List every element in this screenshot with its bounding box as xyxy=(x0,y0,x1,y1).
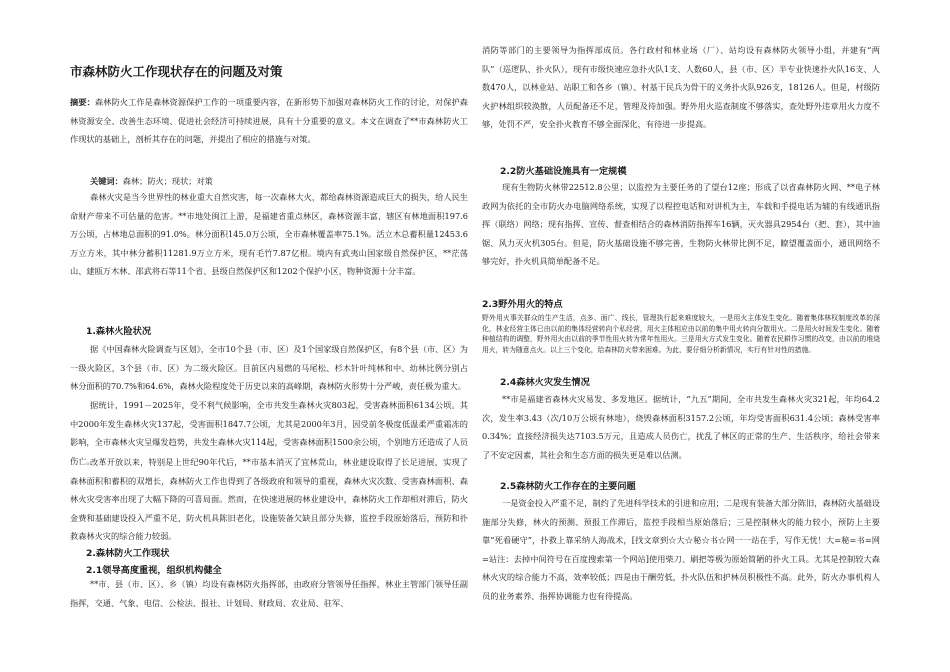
section-2-heading: 2.森林防火工作现状 xyxy=(86,548,170,559)
abstract-label: 摘要： xyxy=(70,97,95,107)
section-2-4-paragraph: **市是福建省森林火灾易发、多发地区。据统计，“九五”期间，全市共发生森林火灾321起，年均64.2次，发生率3.43（次/10万公顷有林地），烧毁森林面积3157.2公顷，年均受害面积631.4公顷；森林受害率0.34%；直接经济损失达7103.5万元，且造成人员伤亡，扰乱了林区的正常的生产、生活秩序，给社会带来了不安定因素，其社会和生态方面的损失更是难以估测。 xyxy=(482,394,880,460)
section-2-2-paragraph: 现有生物防火林带22512.8公里；以监控为主要任务的了望台12座；形成了以省森林防火网、**电子林政网为依托的全市防火办电脑网络系统，实现了以程控电话和对讲机为主，车载和手提电话为辅的有线通讯指挥（联络）网络；现有指挥、宣传、督查相结合的森林消防指挥车16辆，灭火器具2954台（把、套），其中油锯、风力灭火机305台。但是，防火基础设施不够完善，生物防火林带比例不足，瞭望覆盖面小，通讯网络不够完好，扑火机具简单配备不足。 xyxy=(482,182,880,267)
document-title: 市森林防火工作现状存在的问题及对策 xyxy=(70,64,283,79)
section-2-2-heading: 2.2防火基础设施具有一定规模 xyxy=(500,166,627,177)
section-2-1-paragraph-continued: 消防等部门的主要领导为指挥部成员。各行政村和林业场（厂）、站均设有森林防火领导小组，并建有“两队”（巡逻队、扑火队），现有市级快速应急扑火队1支、人数60人，县（市、区）半专业快速扑火队16支、人数470人，以林业站、站职工和各乡（镇）、村基干民兵为骨干的义务扑火队926支，18126人。但是，村级防火护林组织较涣散，人员配备还不足，管理及待加强。野外用火巡查制度不够落实，查处野外违章用火力度不够，处罚不严，安全扑火教育不够全面深化，有待进一步提高。 xyxy=(482,45,880,130)
keywords-text: 森林；防火；现状；对策 xyxy=(122,176,213,186)
section-2-3-heading: 2.3野外用火的特点 xyxy=(482,299,563,310)
abstract-text: 森林防火工作是森林资源保护工作的一项重要内容，在新形势下加强对森林防火工作的讨论，对保护森林资源安全、改善生态环境、促进社会经济可持续进展，具有十分重要的意义。本文在调查了**市森林防火工作现状的基础上，剖析其存在的问题，并提出了相应的措施与对策。 xyxy=(70,97,468,145)
section-2-1-heading: 2.1领导高度重视，组织机构健全 xyxy=(86,565,222,576)
intro-paragraph: 森林火灾是当今世界性的林业重大自然灾害，每一次森林大火，都给森林资源造成巨大的损失，给人民生命财产带来不可估量的危害。**市地处闽江上游，是福建省重点林区，森林资源丰富，辖区有林地面积197.6万公顷，占林地总面积的91.0%。林分面积145.0万公顷，全市森林覆盖率75.1%。活立木总蓄积量12453.6万立方米，其中林分蓄积11281.9万立方米，现有毛竹7.87亿根。境内有武夷山国家级自然保护区，**茫荡山、建瓯万木林、邵武将石等11个省、县级自然保护区和1202个保护小区，物种资源十分丰富。 xyxy=(70,192,468,277)
abstract-paragraph xyxy=(70,93,468,149)
section-1-heading: 1.森林火险状况 xyxy=(86,326,152,337)
keywords-label: 关键词： xyxy=(90,176,123,186)
section-1-paragraph-2: 据统计，1991－2025年，受不利气候影响，全市共发生森林火灾803起，受害森林面积6134公顷。其中2000年发生森林火灾137起，受害面积1847.7公顷，尤其是2000年3月，因受前冬极度低温柔严重霜冻的影响，全市森林火灾呈爆发趋势，共发生森林火灾114起，受害森林面积1500余公顷，个别地方还造成了人员伤亡。 xyxy=(70,400,468,466)
section-2-1-paragraph: **市、县（市、区）、乡（镇）均设有森林防火指挥部，由政府分管领导任指挥，林业主管部门领导任副指挥，交通、气象、电信、公检法、报社、计划局、财政局、农业局、驻军、 xyxy=(70,579,468,608)
section-1-paragraph-3: 改革开放以来，特别是上世纪90年代后，**市基本消灭了宜林荒山，林业建设取得了长足进展，实现了森林面积和蓄积的双增长，森林防火工作也得到了各级政府和领导的重视，森林火灾次数、受害森林面积、森林火灾受害率出现了大幅下降的可喜局面。然而，在快速进展的林业建设中，森林防火工作却相对滞后，防火金费和基础建设投入严重不足，防火机具陈旧老化，设施装备欠缺且部分失修，监控手段原始落后，预防和扑救森林火灾的综合能力较弱。 xyxy=(70,457,468,542)
section-2-5-paragraph: 一是资金投入严重不足，制约了先进科学技术的引进和应用；二是现有装备大部分陈旧，森林防火基础设施部分失修，林火的预测、预报工作滞后，监控手段相当原始落后；三是控制林火的能力较小，预防上主要靠“死看硬守”，扑救上靠采纳人海战术，[找文章到☆大☆秘☆书☆网一一站在手，写作无忧！大=秘=书=网=站注：去掉中间符号在百度搜索第一个网站]使用柴刀、刷把等极为原始简陋的扑火工具。尤其是控制较大森林火灾的综合能力不高，效率较低；四是由于酬劳低，扑火队伍和护林员积极性不高。此外，防火办事机构人员的业务素养、指挥协调能力也有待提高。 xyxy=(482,498,880,601)
section-2-5-heading: 2.5森林防火工作存在的主要问题 xyxy=(500,481,636,492)
section-1-paragraph-1: 据《中国森林火险调查与区划》，全市10个县（市、区）及1个国家级自然保护区，有8个县（市、区）为一级火险区，3个县（市、区）为二级火险区。目前区内易燃的马尾松、杉木针叶纯林和中、幼林比例分别占林分面积的70.7%和64.6%，森林火险程度处于历史以来的高峰期，森林防火形势十分严峻，责任极为重大。 xyxy=(70,344,468,392)
section-2-4-heading: 2.4森林火灾发生情况 xyxy=(500,377,590,388)
section-2-3-paragraph: 野外用火事关群众的生产生活，点多、面广、线长，管理执行起来难度较大，一是用火主体发生变化。随着集体林权制度改革的深化，林业经营主体已由以前的集体经营转向个私经营，用火主体相应由以前的集中用火转向分散用火。二是用火时间发生变化。随着种植结构的调整，野外用火由以前的季节性用火转为常年性用火。三是用火方式发生变化。随着农民耕作习惯的改变，由以前的堆烧用火，转为随意点火。以上三个变化，给森林防火带来困难。为此，要仔细分析新情况，实行有针对性的措施。 xyxy=(482,314,880,354)
